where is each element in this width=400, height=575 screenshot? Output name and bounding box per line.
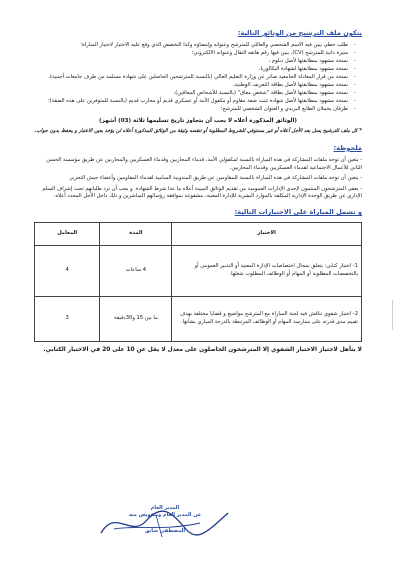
list-item: - نسخة مشهود بمطابقتها لأصل بطاقة "شخص معاق" (بالنسبة للأشخاص المعاقين)، [34, 90, 356, 97]
signature-delegation: عن المدير العام وبتفويض منه [128, 511, 202, 518]
signature-block [110, 505, 220, 535]
rejection-notice: * كل ملف للترشيح يصل بعد الأجل أعلاه أو غير مستوفي للشروط المطلوبة أو تنقصه وثيقة من الوثائق المذكورة أعلاه لن يؤخذ بعين الاعتبار و يحفظ بدون جواب. [34, 128, 362, 135]
list-item: - نسخة من قرار المعادلة الجامعية صادر عن وزارة التعليم العالي (بالنسبة للمترشحين الحاصلين على شهادة مسلمة من طرف جامعات أجنبية)، [34, 74, 356, 81]
signatory-name: المصطفى شايق [144, 528, 186, 534]
list-item: - نسخة مشهود بمطابقتها لأصل دبلوم ، [34, 58, 356, 65]
exams-heading: و تشمل المباراة على الاختبارات التالية: [234, 208, 362, 217]
note-paragraph: - يتعين أن توجه ملفات المشاركة في هذه المباراة بالنسبة لمكفولي الأمة، قدماء المحاربين وقدماء العسكريين والمحاربين عن طريق مؤسسة الحسن الثاني للأعمال الاجتماعية لقدماء العسكريين وقدماء المحاربين. [46, 157, 362, 171]
note-paragraph: - يعفى المترشحون المنتمون لإحدى الإدارات العمومية من تقديم الوثائق المبينة أعلاه ما عدا شرط الشهادة. و يجب أن ترد طلباتهم تحت إشراف السلم الإداري عن طريق الوحدة الإدارية المكلفة بالموارد البشرية للإدارة المعنية، مشفوعة بموافقة رؤسائهم المباشرين و ذلك داخل الأجل المحدد أعلاه. [42, 185, 362, 199]
page-edge-mark [392, 300, 393, 330]
note-paragraph: - يتعين أن توجه ملفات المشاركة في هذه المباراة بالنسبة للمقاومين عن طريق المندوبية السامية لقدماء المقاومين وأعضاء جيش التحرير. [68, 175, 362, 182]
list-item: - ظرفان يحملان الطابع البريدي و العنوان الشخصي للمترشح؛ [34, 106, 356, 113]
header-test: الاختبار [172, 222, 362, 245]
oral-eligibility-note: لا يتأهل لاجتياز الاختبار الشفوي إلا المترشحون الحاصلون على معدل لا يقل عن 10 على 20 في الاختبار الكتابي. [43, 346, 362, 353]
list-item: - نسخة مشهود بمطابقتها لأصل بطاقة التعريف الوطنية، [34, 82, 356, 89]
docs-list [34, 42, 362, 113]
note-heading: ملحوظة: [333, 143, 362, 152]
handwritten-signature [96, 503, 236, 543]
cell-duration: 4 ساعات [100, 245, 172, 296]
cell-coefficient: 3 [35, 296, 100, 341]
list-item: - نسخة مشهود بمطابقتها لأصل شهادة تثبت صفة مقاوم أو مكفول الأمة أو عسكري قديم أو محارب قديم (بالنسبة للمتوفرين على هذه الصفة)؛ [34, 98, 356, 105]
cell-coefficient: 4 [35, 245, 100, 296]
cell-test: 1- اختبار كتابي: يتعلق بمجال اختصاصات الإدارة المعنية أو التدبير العمومي أو بالتخصصات المطلوبة أو المهام أو الوظائف المطلوب شغلها. [172, 245, 362, 296]
docs-heading: يتكون ملف الترشيح من الوثائق التالية: [237, 29, 362, 37]
list-item: - سيرة ذاتية للمترشح (CV)، يبين فيها رقم هاتفه النقال وعنوانه الالكتروني؛ [34, 50, 356, 57]
header-coefficient: المعامل [35, 222, 100, 245]
cell-duration: ما بين 15 و30دقيقة [100, 296, 172, 341]
list-item: - نسخة مشهود بمطابقتها لشهادة البكالوريا، [34, 66, 356, 73]
table-header-row [35, 222, 362, 245]
cell-test: 2- اختبار شفوي تناقش فيه لجنة المباراة مع المترشح مواضيع و قضايا مختلفة بهدف تقييم مدى قدرته على ممارسة المهام أو الوظائف المرتبطة بالدرجة المباري بشأنها. [172, 296, 362, 341]
list-item: - طلب خطي يبين فيه الاسم الشخصي والعائلي للمترشح وعنوانه وإمضاؤه وكذا التخصص الذي وقع عليه الاختيار لاجتياز المباراة؛ [34, 42, 356, 49]
exams-table [34, 222, 362, 342]
deadline-note: (الوثائق المذكورة أعلاه لا يجب أن يتجاوز تاريخ تسليمها ثلاثة (03) أشهر) [99, 118, 297, 125]
table-row [35, 296, 362, 341]
table-row [35, 245, 362, 296]
signature-title: المدير العام [150, 505, 180, 511]
header-duration: المدة [100, 222, 172, 245]
